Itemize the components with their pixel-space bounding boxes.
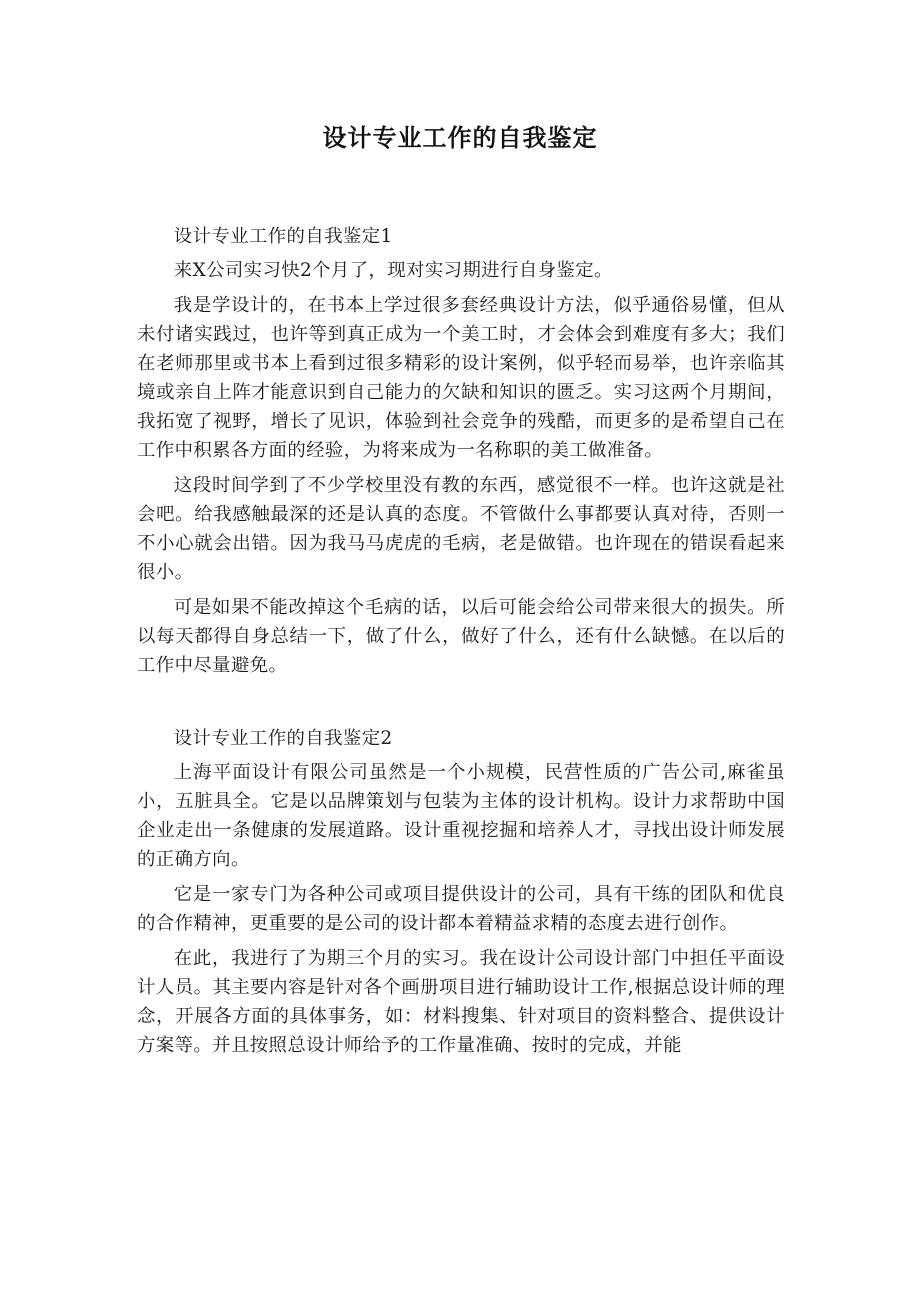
paragraph: 这段时间学到了不少学校里没有教的东西，感觉很不一样。也许这就是社会吧。给我感触最深的还是认真的态度。不管做什么事都要认真对待，否则一不小心就会出错。因为我马马虎虎的毛病，老是做错。也许现在的错误看起来很小。 [137,475,785,583]
paragraph: 来X公司实习快2个月了，现对实习期进行自身鉴定。 [173,260,613,281]
document-title: 设计专业工作的自我鉴定 [322,124,598,152]
paragraph: 可是如果不能改掉这个毛病的话，以后可能会给公司带来很大的损失。所以每天都得自身总结一下，做了什么，做好了什么，还有什么缺憾。在以后的工作中尽量避免。 [137,597,785,676]
paragraph: 上海平面设计有限公司虽然是一个小规模，民营性质的广告公司,麻雀虽小，五脏具全。它是以品牌策划与包装为主体的设计机构。设计力求帮助中国企业走出一条健康的发展道路。设计重视挖掘和培养人才，寻找出设计师发展的正确方向。 [137,762,785,870]
section-2 [137,724,785,1060]
document-body [137,222,785,1066]
section-1 [137,222,785,680]
section-heading: 设计专业工作的自我鉴定1 [173,226,393,247]
paragraph: 它是一家专门为各种公司或项目提供设计的公司，具有干练的团队和优良的合作精神，更重要的是公司的设计都本着精益求精的态度去进行创作。 [137,884,785,934]
section-heading: 设计专业工作的自我鉴定2 [173,728,393,749]
section-divider [137,686,785,724]
paragraph: 我是学设计的，在书本上学过很多套经典设计方法，似乎通俗易懂，但从未付诸实践过，也许等到真正成为一个美工时，才会体会到难度有多大；我们在老师那里或书本上看到过很多精彩的设计案例，似乎轻而易举，也许亲临其境或亲自上阵才能意识到自己能力的欠缺和知识的匮乏。实习这两个月期间，我拓宽了视野，增长了见识，体验到社会竞争的残酷，而更多的是希望自己在工作中积累各方面的经验，为将来成为一名称职的美工做准备。 [137,295,785,461]
paragraph: 在此，我进行了为期三个月的实习。我在设计公司设计部门中担任平面设计人员。其主要内容是针对各个画册项目进行辅助设计工作,根据总设计师的理念，开展各方面的具体事务，如：材料搜集、针对项目的资料整合、提供设计方案等。并且按照总设计师给予的工作量准确、按时的完成，并能 [137,948,785,1056]
